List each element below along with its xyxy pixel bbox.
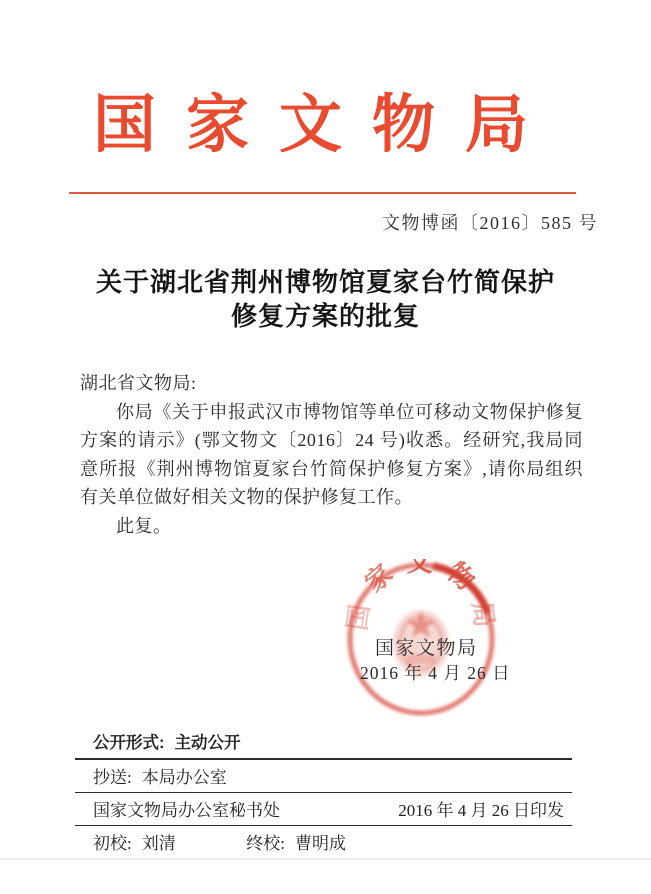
letterhead-divider-rule	[69, 192, 576, 194]
seal-ink-blot	[433, 566, 488, 613]
body-paragraph: 你局《关于申报武汉市博物馆等单位可移动文物保护修复方案的请示》(鄂文物文〔2016〕24 号)收悉。经研究,我局同意所报《荆州博物馆夏家台竹简保护修复方案》,请你局组织有关单位做好相关文物的保护修复工作。	[80, 401, 583, 508]
document-reference-number: 文物博函〔2016〕585 号	[382, 213, 598, 233]
disclosure-row	[75, 726, 572, 760]
footer-block	[75, 726, 572, 858]
final-proof	[246, 834, 346, 853]
document-body	[80, 369, 583, 541]
document-title-line2: 修复方案的批复	[230, 302, 420, 331]
print-date: 2016 年 4 月 26 日印发	[398, 801, 564, 820]
final-proof-label: 终校:	[246, 834, 285, 853]
first-proof-value: 刘清	[141, 834, 176, 853]
first-proof-label: 初校:	[93, 834, 132, 853]
signature-agency-name: 国家文物局	[375, 638, 478, 659]
letterhead-agency-name: 国家文物局	[93, 90, 558, 160]
document-title-line1: 关于湖北省荆州博物馆夏家台竹简保护	[95, 268, 555, 297]
salutation: 湖北省文物局:	[80, 373, 197, 393]
signature-date: 2016 年 4 月 26 日	[360, 663, 511, 683]
cc-value: 本局办公室	[141, 768, 227, 787]
disclosure-value: 主动公开	[174, 734, 241, 752]
cc-row	[75, 760, 572, 793]
issuer-office: 国家文物局办公室秘书处	[93, 801, 280, 820]
scan-paper-edge	[0, 858, 651, 860]
issuer-row	[75, 793, 572, 826]
final-proof-value: 曹明成	[294, 834, 346, 853]
disclosure-label: 公开形式:	[93, 734, 165, 752]
seal-arc-text: 国 家 文 物 局	[344, 559, 498, 633]
first-proof	[93, 829, 242, 854]
closing-phrase: 此复。	[116, 515, 172, 536]
cc-label: 抄送:	[93, 768, 132, 787]
proofreaders-row	[75, 826, 572, 858]
document-title	[0, 266, 651, 334]
